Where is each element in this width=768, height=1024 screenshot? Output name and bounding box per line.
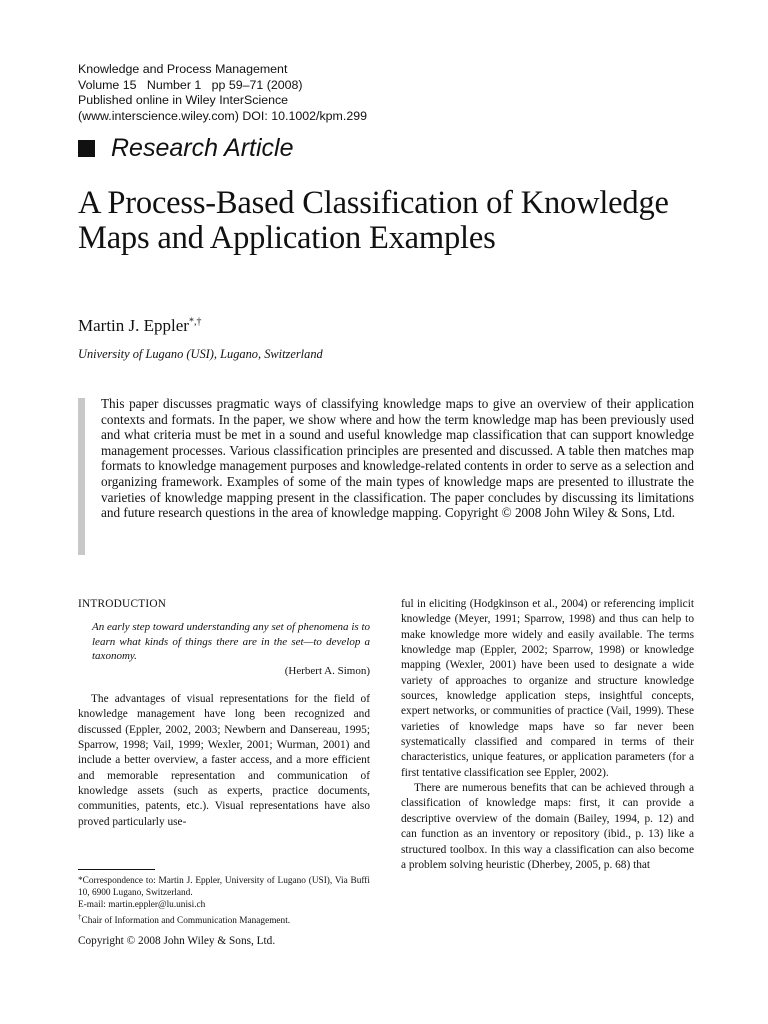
affiliation: University of Lugano (USI), Lugano, Switzerland [78,347,323,361]
footnote-correspondence: *Correspondence to: Martin J. Eppler, University of Lugano (USI), Via Buffi 10, 6900 Lugano, Switzerland. [78,876,370,899]
footnote-email: E-mail: martin.eppler@lu.unisi.ch [78,900,206,911]
journal-header [78,62,367,124]
left-column [78,597,370,830]
epigraph-attribution: (Herbert A. Simon) [284,664,370,677]
body-paragraph: The advantages of visual representations for the field of knowledge management have long been recognized and discussed (Eppler, 2002, 2003; Newbern and Dansereau, 1995; Sparrow, 1998; Vail, 1999; Wexler, 2001; Wurman, 2001) and include a better overview, a faster access, and a more efficient and memorable representation and communication of knowledge assets (such as experts, practice documents, communities, patents, etc.). Visual representations have also proved particularly use- [78,692,370,828]
article-type-label: Research Article [111,133,294,162]
epigraph: An early step toward understanding any set of phenomena is to learn what kinds of things there are in the set—to develop a taxonomy. [92,621,370,663]
abstract: This paper discusses pragmatic ways of classifying knowledge maps to give an overview of their application contexts and formats. In the paper, we show where and how the term knowledge map has been previously used and what criteria must be met in a sound and useful knowledge map classification that can support knowledge management processes. Various classification principles are presented and discussed. A table then matches map formats to knowledge management purposes and knowledge-related contents in order to serve as a selection and organizing framework. Examples of some of the main types of knowledge maps are presented to illustrate the varieties of knowledge mapping present in the classification. The paper concludes by discussing its limitations and future research questions in the area of knowledge mapping. Copyright © 2008 John Wiley & Sons, Ltd. [101,396,694,521]
author-marks: *,† [188,316,202,328]
copyright-footer: Copyright © 2008 John Wiley & Sons, Ltd. [78,935,276,947]
footnotes [78,875,370,927]
footnote-chair [78,911,370,927]
article-type [78,133,293,163]
footnote-chair-mark: † [78,913,82,922]
journal-name: Knowledge and Process Management [78,62,288,76]
abstract-bar [78,398,85,555]
author [78,316,201,336]
right-column [401,597,694,873]
footnote-rule [78,869,155,870]
footnote-chair-text: Chair of Information and Communication Management. [81,916,291,927]
section-heading: INTRODUCTION [78,598,167,610]
black-square-icon [78,140,95,157]
article-title: A Process-Based Classification of Knowledge Maps and Application Examples [78,185,669,256]
body-paragraph: There are numerous benefits that can be achieved through a classification of knowledge maps: first, it can provide a descriptive overview of the domain (Bailey, 1994, p. 12) and can function as an inventory or repository (ibid., p. 13) like a structured toolbox. In this way a classification can also become a problem solving heuristic (Dherbey, 2005, p. 68) that [401,782,694,871]
journal-volume: Volume 15 Number 1 pp 59–71 (2008) [78,77,303,92]
journal-published: Published online in Wiley InterScience [78,93,289,108]
author-name: Martin J. Eppler [78,316,189,335]
body-paragraph: ful in eliciting (Hodgkinson et al., 2004) or referencing implicit knowledge (Meyer, 1991; Sparrow, 1998) and thus can help to make knowledge more widely and easily available. The terms knowledge map (Eppler, 2002; Sparrow, 1998) or knowledge mapping (Wexler, 2001) have been used to designate a wide variety of approaches to organize and structure knowledge sources, knowledge application steps, insightful concepts, expert networks, or communities of practice (Vail, 1999). These varieties of knowledge maps have so far never been systematically classified and compared in terms of their characteristics, unique features, or application parameters (for a first tentative classification see Eppler, 2002). [401,598,694,779]
journal-doi: (www.interscience.wiley.com) DOI: 10.1002/kpm.299 [78,108,367,123]
